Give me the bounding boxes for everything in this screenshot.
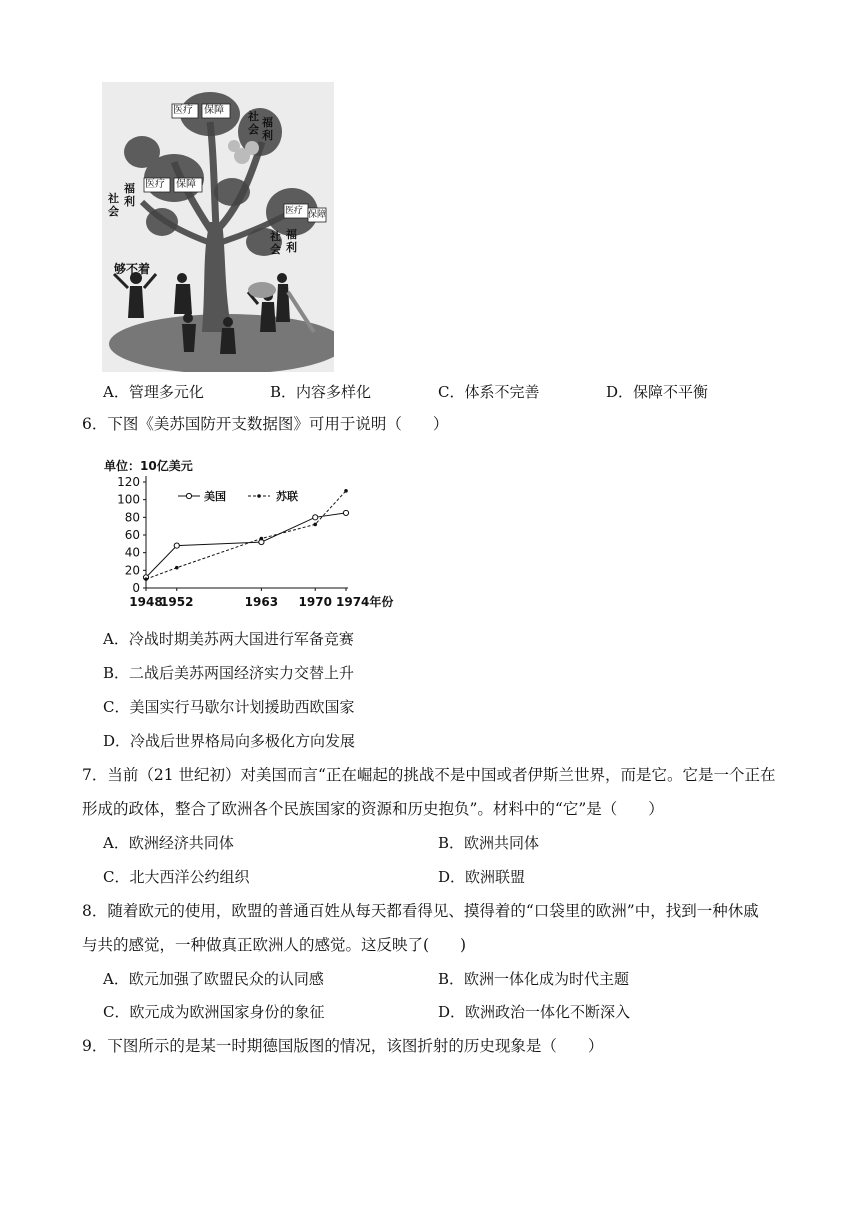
q7-stem-line-1: 7．当前（21 世纪初）对美国而言“正在崛起的挑战不是中国或者伊斯兰世界，而是它。它是一个正在 xyxy=(82,766,776,784)
q6-option-c[interactable] xyxy=(103,697,355,717)
q8-option-b[interactable] xyxy=(438,969,629,989)
cartoon-label-medical-1: 医疗 xyxy=(173,105,193,116)
option-text: 欧洲联盟 xyxy=(465,868,526,886)
option-text: 二战后美苏两国经济实力交替上升 xyxy=(129,664,355,682)
option-letter: D． xyxy=(606,383,634,401)
x-tick-label: 1970 xyxy=(298,595,332,609)
legend-label-0: 美国 xyxy=(204,490,226,503)
option-text: 欧洲共同体 xyxy=(464,834,540,852)
series-point-1 xyxy=(313,523,317,527)
option-text: 冷战后世界格局向多极化方向发展 xyxy=(130,732,356,750)
cartoon-label-medical-3: 医疗 xyxy=(285,206,304,216)
y-tick-label: 100 xyxy=(117,492,140,507)
option-text: 保障不平衡 xyxy=(633,383,709,401)
q8-option-a[interactable] xyxy=(103,969,324,989)
option-text: 体系不完善 xyxy=(464,383,540,401)
x-tick-label: 1952 xyxy=(160,595,194,609)
option-letter: C． xyxy=(103,1003,130,1021)
cartoon-label-social-1: 社会 xyxy=(248,110,259,136)
q5-option-c[interactable] xyxy=(438,382,540,402)
x-tick-label: 1963 xyxy=(244,595,279,609)
option-letter: A． xyxy=(103,834,129,852)
cartoon-label-insurance-3: 保障 xyxy=(308,210,326,220)
series-point-1 xyxy=(260,537,264,541)
cartoon-label-social-3: 社会 xyxy=(270,230,281,256)
option-text: 美国实行马歇尔计划援助西欧国家 xyxy=(129,698,355,716)
y-tick-label: 40 xyxy=(124,545,140,560)
q8-stem-line-2: 与共的感觉，一种做真正欧洲人的感觉。这反映了( ) xyxy=(82,936,467,954)
cartoon-label-welfare-3: 福利 xyxy=(286,228,297,254)
option-letter: D． xyxy=(438,868,466,886)
q8-stem-line-1: 8．随着欧元的使用，欧盟的普通百姓从每天都看得见、摸得着的“口袋里的欧洲”中，找到一种休戚 xyxy=(82,902,759,920)
y-tick-label: 120 xyxy=(117,475,140,489)
q6-option-b[interactable] xyxy=(103,663,354,683)
option-text: 欧洲经济共同体 xyxy=(128,834,234,852)
option-letter: A． xyxy=(103,383,129,401)
q6-option-a[interactable] xyxy=(103,629,354,649)
q7-option-b[interactable] xyxy=(438,833,539,853)
legend-label-1: 苏联 xyxy=(276,490,298,503)
q5-option-a[interactable] xyxy=(103,382,204,402)
option-text: 内容多样化 xyxy=(296,383,372,401)
chart-svg xyxy=(100,452,418,620)
option-letter: C． xyxy=(103,868,130,886)
q8-option-d[interactable] xyxy=(438,1002,630,1022)
series-line-1 xyxy=(146,491,346,579)
option-letter: C． xyxy=(438,383,465,401)
option-letter: D． xyxy=(103,732,131,750)
option-text: 欧洲一体化成为时代主题 xyxy=(464,970,630,988)
option-letter: D． xyxy=(438,1003,466,1021)
option-letter: B． xyxy=(103,664,130,682)
cartoon-label-welfare-1: 福利 xyxy=(262,116,273,142)
x-tick-label: 1974年份 xyxy=(336,595,394,609)
cartoon-label-insurance-1: 保障 xyxy=(204,105,224,116)
cartoon-label-cannot-reach: 够不着 xyxy=(114,262,151,276)
defense-spending-chart xyxy=(100,452,418,620)
option-letter: A． xyxy=(103,970,129,988)
option-text: 管理多元化 xyxy=(128,383,204,401)
q7-option-d[interactable] xyxy=(438,867,525,887)
option-letter: A． xyxy=(103,630,129,648)
y-tick-label: 60 xyxy=(124,528,140,542)
cartoon-label-social-2: 社会 xyxy=(108,192,119,218)
series-point-0 xyxy=(174,543,179,548)
option-letter: B． xyxy=(438,970,465,988)
q6-stem: 6．下图《美苏国防开支数据图》可用于说明（ ） xyxy=(82,415,449,433)
legend-marker-1 xyxy=(257,494,261,498)
x-tick-label: 1948 xyxy=(129,595,163,609)
y-tick-label: 80 xyxy=(124,510,140,525)
option-text: 欧元加强了欧盟民众的认同感 xyxy=(128,970,324,988)
series-point-1 xyxy=(144,577,148,581)
q5-option-b[interactable] xyxy=(270,382,371,402)
chart-unit-label: 单位：10亿美元 xyxy=(104,459,193,473)
option-text: 冷战时期美苏两大国进行军备竞赛 xyxy=(128,630,354,648)
cartoon-label-insurance-2: 保障 xyxy=(176,179,196,190)
legend-marker-0 xyxy=(186,493,191,498)
option-text: 欧洲政治一体化不断深入 xyxy=(465,1003,631,1021)
option-text: 欧元成为欧洲国家身份的象征 xyxy=(129,1003,325,1021)
y-tick-label: 20 xyxy=(124,563,140,578)
q9-stem: 9．下图所示的是某一时期德国版图的情况，该图折射的历史现象是（ ） xyxy=(82,1037,604,1055)
q7-option-a[interactable] xyxy=(103,833,234,853)
series-point-0 xyxy=(343,510,348,515)
welfare-tree-cartoon xyxy=(102,82,334,372)
y-tick-label: 0 xyxy=(132,581,140,595)
welfare-tree-illustration xyxy=(102,82,334,372)
option-letter: B． xyxy=(270,383,297,401)
series-point-1 xyxy=(175,566,179,570)
series-point-1 xyxy=(344,489,348,493)
q8-option-c[interactable] xyxy=(103,1002,325,1022)
q5-option-d[interactable] xyxy=(606,382,708,402)
q6-option-d[interactable] xyxy=(103,731,355,751)
option-letter: C． xyxy=(103,698,130,716)
cartoon-label-welfare-2: 福利 xyxy=(124,182,135,208)
option-letter: B． xyxy=(438,834,465,852)
q7-stem-line-2: 形成的政体，整合了欧洲各个民族国家的资源和历史抱负”。材料中的“它”是（ ） xyxy=(82,800,664,818)
q7-option-c[interactable] xyxy=(103,867,250,887)
cartoon-label-medical-2: 医疗 xyxy=(145,179,165,190)
option-text: 北大西洋公约组织 xyxy=(129,868,250,886)
series-point-0 xyxy=(313,515,318,520)
